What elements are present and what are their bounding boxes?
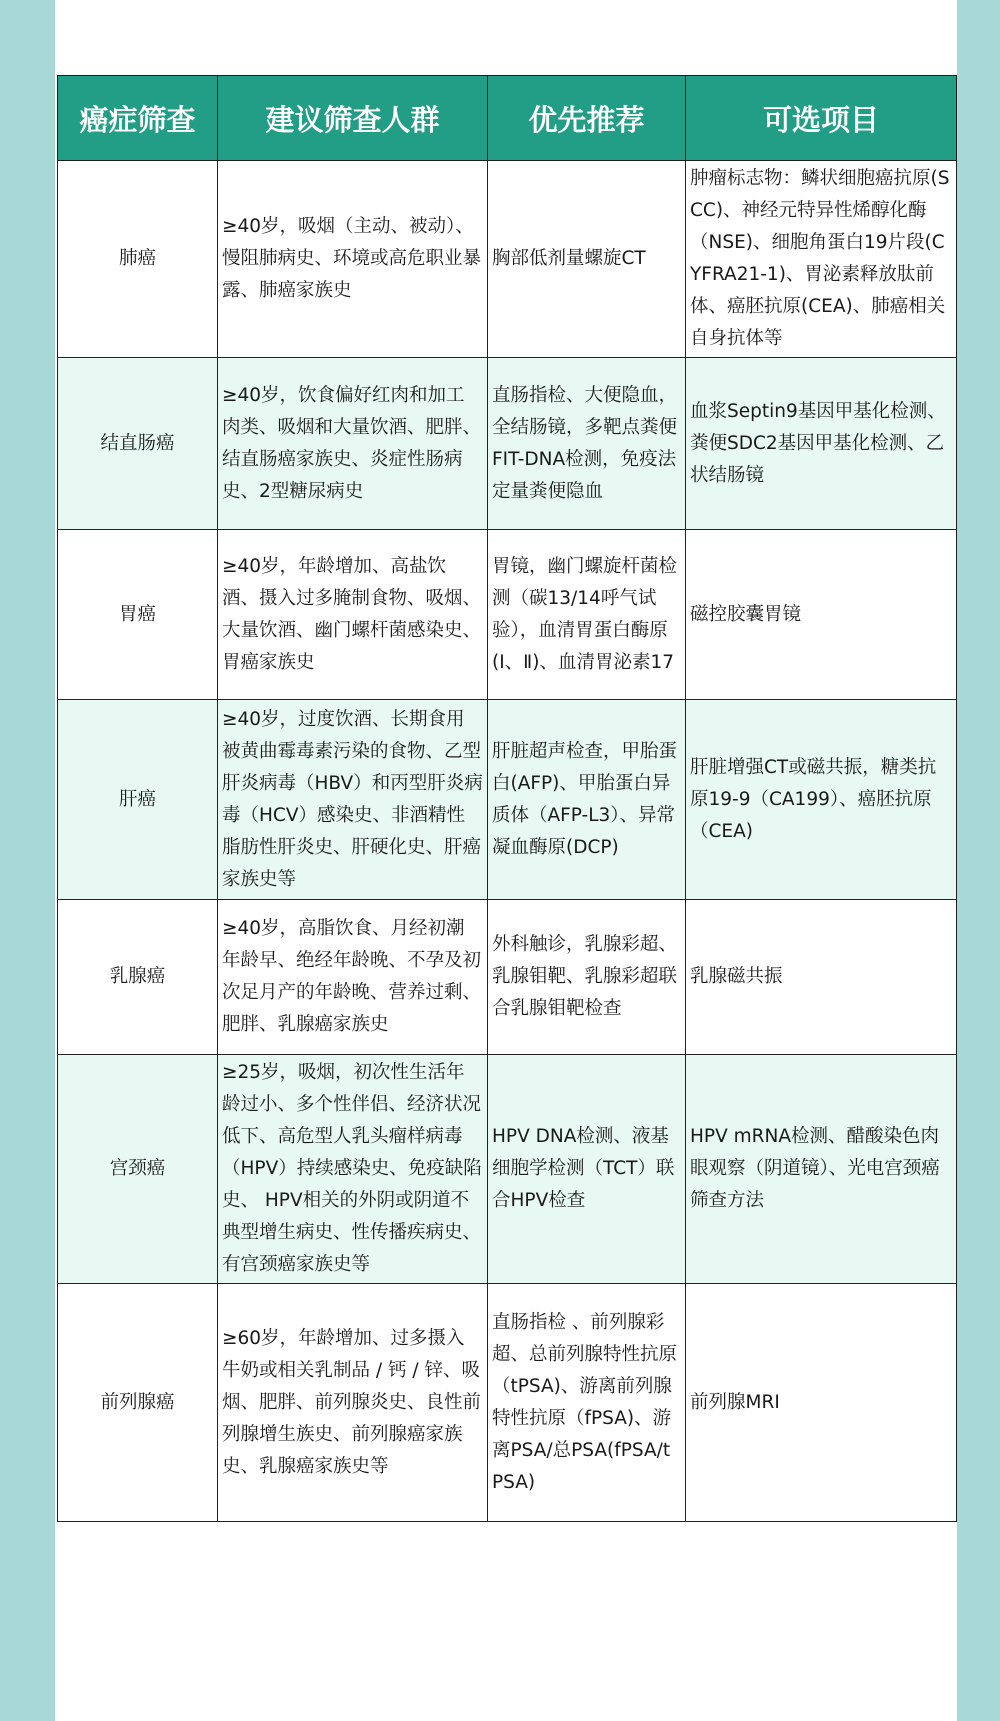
population-cell: ≥25岁，吸烟，初次性生活年龄过小、多个性伴侣、经济状况低下、高危型人乳头瘤样病毒（HPV）持续感染史、免疫缺陷史、 HPV相关的外阴或阴道不典型增生病史、性传播疾病史、有宫颈癌家族史等 (218, 1055, 488, 1284)
table-row (58, 1055, 957, 1284)
population-cell: ≥40岁，高脂饮食、月经初潮年龄早、绝经年龄晚、不孕及初次足月产的年龄晚、营养过剩、肥胖、乳腺癌家族史 (218, 900, 488, 1055)
optional-cell: 血浆Septin9基因甲基化检测、粪便SDC2基因甲基化检测、乙状结肠镜 (686, 358, 957, 530)
optional-cell: 肝脏增强CT或磁共振，糖类抗原19-9（CA199）、癌胚抗原（CEA) (686, 700, 957, 900)
population-cell: ≥40岁，年龄增加、高盐饮酒、摄入过多腌制食物、吸烟、大量饮酒、幽门螺杆菌感染史、胃癌家族史 (218, 530, 488, 700)
header-optional-items: 可选项目 (686, 76, 957, 161)
cancer-name: 肝癌 (58, 700, 218, 900)
cancer-name: 肺癌 (58, 161, 218, 358)
population-cell: ≥60岁，年龄增加、过多摄入牛奶或相关乳制品 / 钙 / 锌、吸烟、肥胖、前列腺炎史、良性前列腺增生族史、前列腺癌家族史、乳腺癌家族史等 (218, 1284, 488, 1522)
optional-cell: 磁控胶囊胃镜 (686, 530, 957, 700)
priority-cell: 外科触诊，乳腺彩超、乳腺钼靶、乳腺彩超联合乳腺钼靶检查 (488, 900, 686, 1055)
header-recommended-population: 建议筛查人群 (218, 76, 488, 161)
population-cell: ≥40岁，吸烟（主动、被动）、慢阻肺病史、环境或高危职业暴露、肺癌家族史 (218, 161, 488, 358)
priority-cell: 胃镜，幽门螺旋杆菌检测（碳13/14呼气试验），血清胃蛋白酶原(Ⅰ、Ⅱ)、血清胃泌素17 (488, 530, 686, 700)
table-row (58, 1284, 957, 1522)
priority-cell: 肝脏超声检查，甲胎蛋白(AFP)、甲胎蛋白异质体（AFP-L3）、异常凝血酶原(DCP) (488, 700, 686, 900)
cancer-name: 宫颈癌 (58, 1055, 218, 1284)
optional-cell: 肿瘤标志物：鳞状细胞癌抗原(SCC)、神经元特异性烯醇化酶（NSE)、细胞角蛋白19片段(CYFRA21-1)、胃泌素释放肽前体、癌胚抗原(CEA)、肺癌相关自身抗体等 (686, 161, 957, 358)
population-cell: ≥40岁，过度饮酒、长期食用被黄曲霉毒素污染的食物、乙型肝炎病毒（HBV）和丙型肝炎病毒（HCV）感染史、非酒精性脂肪性肝炎史、肝硬化史、肝癌家族史等 (218, 700, 488, 900)
cancer-screening-table (57, 75, 957, 1522)
table-header-row (58, 76, 957, 161)
priority-cell: 直肠指检 、前列腺彩超、总前列腺特性抗原（tPSA)、游离前列腺特性抗原（fPSA)、游离PSA/总PSA(fPSA/tPSA) (488, 1284, 686, 1522)
header-priority-recommendation: 优先推荐 (488, 76, 686, 161)
cancer-name: 结直肠癌 (58, 358, 218, 530)
optional-cell: 前列腺MRI (686, 1284, 957, 1522)
population-cell: ≥40岁，饮食偏好红肉和加工肉类、吸烟和大量饮酒、肥胖、结直肠癌家族史、炎症性肠病史、2型糖尿病史 (218, 358, 488, 530)
priority-cell: 直肠指检、大便隐血，全结肠镜，多靶点粪便FIT-DNA检测，免疫法定量粪便隐血 (488, 358, 686, 530)
table-row (58, 900, 957, 1055)
table-row (58, 358, 957, 530)
cancer-name: 前列腺癌 (58, 1284, 218, 1522)
priority-cell: 胸部低剂量螺旋CT (488, 161, 686, 358)
cancer-name: 胃癌 (58, 530, 218, 700)
optional-cell: 乳腺磁共振 (686, 900, 957, 1055)
page (55, 0, 957, 1721)
cancer-name: 乳腺癌 (58, 900, 218, 1055)
table-row (58, 161, 957, 358)
priority-cell: HPV DNA检测、液基细胞学检测（TCT）联合HPV检查 (488, 1055, 686, 1284)
table-row (58, 530, 957, 700)
optional-cell: HPV mRNA检测、醋酸染色肉眼观察（阴道镜）、光电宫颈癌筛查方法 (686, 1055, 957, 1284)
table-row (58, 700, 957, 900)
header-cancer-screening: 癌症筛查 (58, 76, 218, 161)
